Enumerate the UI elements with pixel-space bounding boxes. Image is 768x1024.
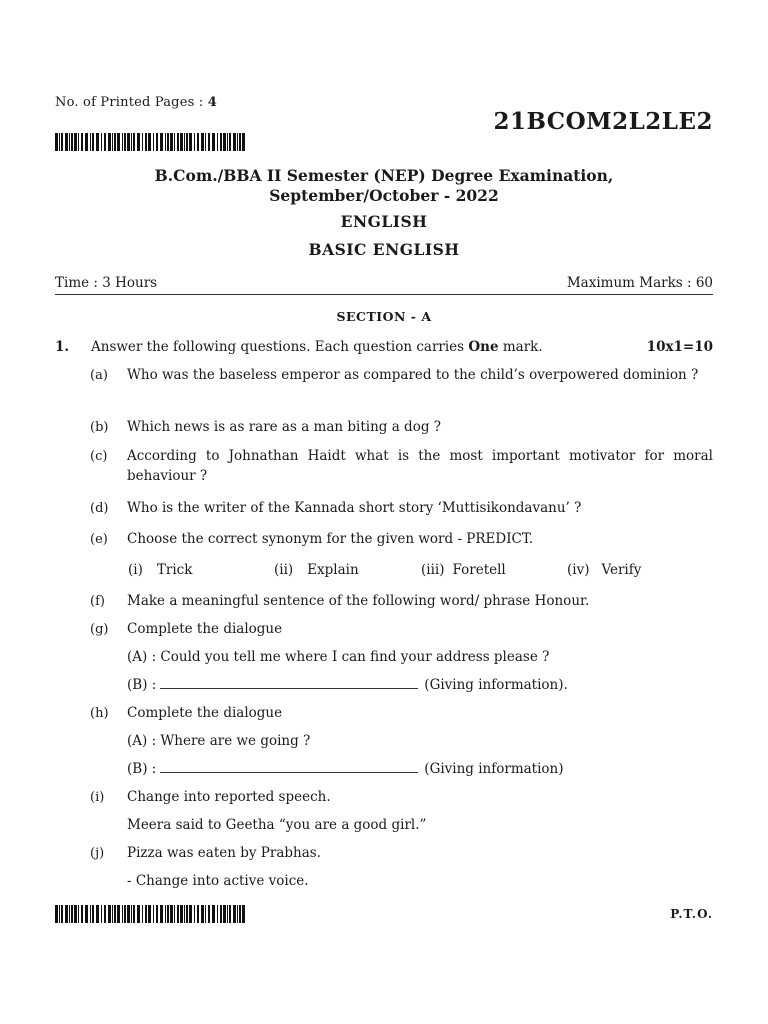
instruction-post: mark. [502,339,543,355]
option-i [128,562,192,578]
question-number: 1. [55,339,70,355]
item-j-text: Pizza was eaten by Prabhas. [127,845,321,861]
item-c-text: According to Johnathan Haidt what is the most important motivator for moral behaviour ? [127,448,713,484]
question-instruction [91,339,591,355]
exam-title-line1: B.Com./BBA II Semester (NEP) Degree Examination, [154,166,614,185]
item-j-label: (j) [90,846,105,861]
paper-code: 21BCOM2L2LE2 [493,108,713,135]
barcode-bottom-graphic [55,905,245,923]
item-b-label: (b) [90,420,109,435]
printed-pages-label: No. of Printed Pages : [55,95,204,110]
option-ii [274,562,359,578]
time-label: Time : 3 Hours [55,275,158,291]
item-j-line: - Change into active voice. [127,873,309,889]
item-g-text: Complete the dialogue [127,621,283,637]
paper-title: BASIC ENGLISH [308,240,460,259]
item-d-text: Who is the writer of the Kannada short story ‘Muttisikondavanu’ ? [127,500,582,516]
answer-blank [160,678,418,689]
option-iv-text: Verify [601,562,642,578]
item-i-line: Meera said to Geetha “you are a good girl.” [127,817,427,833]
item-h-line-b-suffix: (Giving information) [424,761,564,777]
barcode-top-graphic [55,133,245,151]
item-e-label: (e) [90,532,108,547]
instruction-bold: One [468,339,499,355]
option-iii [421,562,506,578]
item-f-label: (f) [90,594,105,609]
item-a-label: (a) [90,368,108,383]
item-g-line-b-prefix: (B) : [127,677,157,693]
item-h-line-b-prefix: (B) : [127,761,157,777]
item-i-label: (i) [90,790,105,805]
option-ii-text: Explain [307,562,359,578]
option-iv [567,562,641,578]
option-i-text: Trick [156,562,193,578]
header-divider [55,294,713,295]
subject-title: ENGLISH [340,212,428,231]
option-iii-num: (iii) [421,562,445,578]
item-d-label: (d) [90,501,109,516]
option-ii-num: (ii) [274,562,294,578]
instruction-pre: Answer the following questions. Each question carries [91,339,465,355]
barcode-top [55,133,245,151]
item-a-text: Who was the baseless emperor as compared to the child’s overpowered dominion ? [127,367,699,383]
option-iii-text: Foretell [452,562,506,578]
printed-pages [55,95,217,110]
item-h-line-b [127,759,713,779]
item-g-label: (g) [90,622,109,637]
barcode-bottom [55,905,245,923]
option-iv-num: (iv) [567,562,590,578]
option-i-num: (i) [128,562,143,578]
item-h-line-a: (A) : Where are we going ? [127,733,311,749]
printed-pages-value: 4 [207,95,217,110]
max-marks-label: Maximum Marks : 60 [566,275,713,291]
item-b-text: Which news is as rare as a man biting a dog ? [127,419,441,435]
item-e-text: Choose the correct synonym for the given word - PREDICT. [127,531,534,547]
pto-label: P.T.O. [670,907,713,921]
question-marks: 10x1=10 [646,339,713,355]
item-g-line-a: (A) : Could you tell me where I can find your address please ? [127,649,550,665]
item-g-line-b-suffix: (Giving information). [424,677,568,693]
item-c-label: (c) [90,449,108,464]
item-g-line-b [127,675,713,695]
exam-title-line2: September/October - 2022 [269,186,499,205]
item-h-label: (h) [90,706,109,721]
item-h-text: Complete the dialogue [127,705,283,721]
item-f-text: Make a meaningful sentence of the following word/ phrase Honour. [127,593,590,609]
item-i-text: Change into reported speech. [127,789,331,805]
section-heading: SECTION - A [336,309,432,324]
answer-blank [160,762,418,773]
